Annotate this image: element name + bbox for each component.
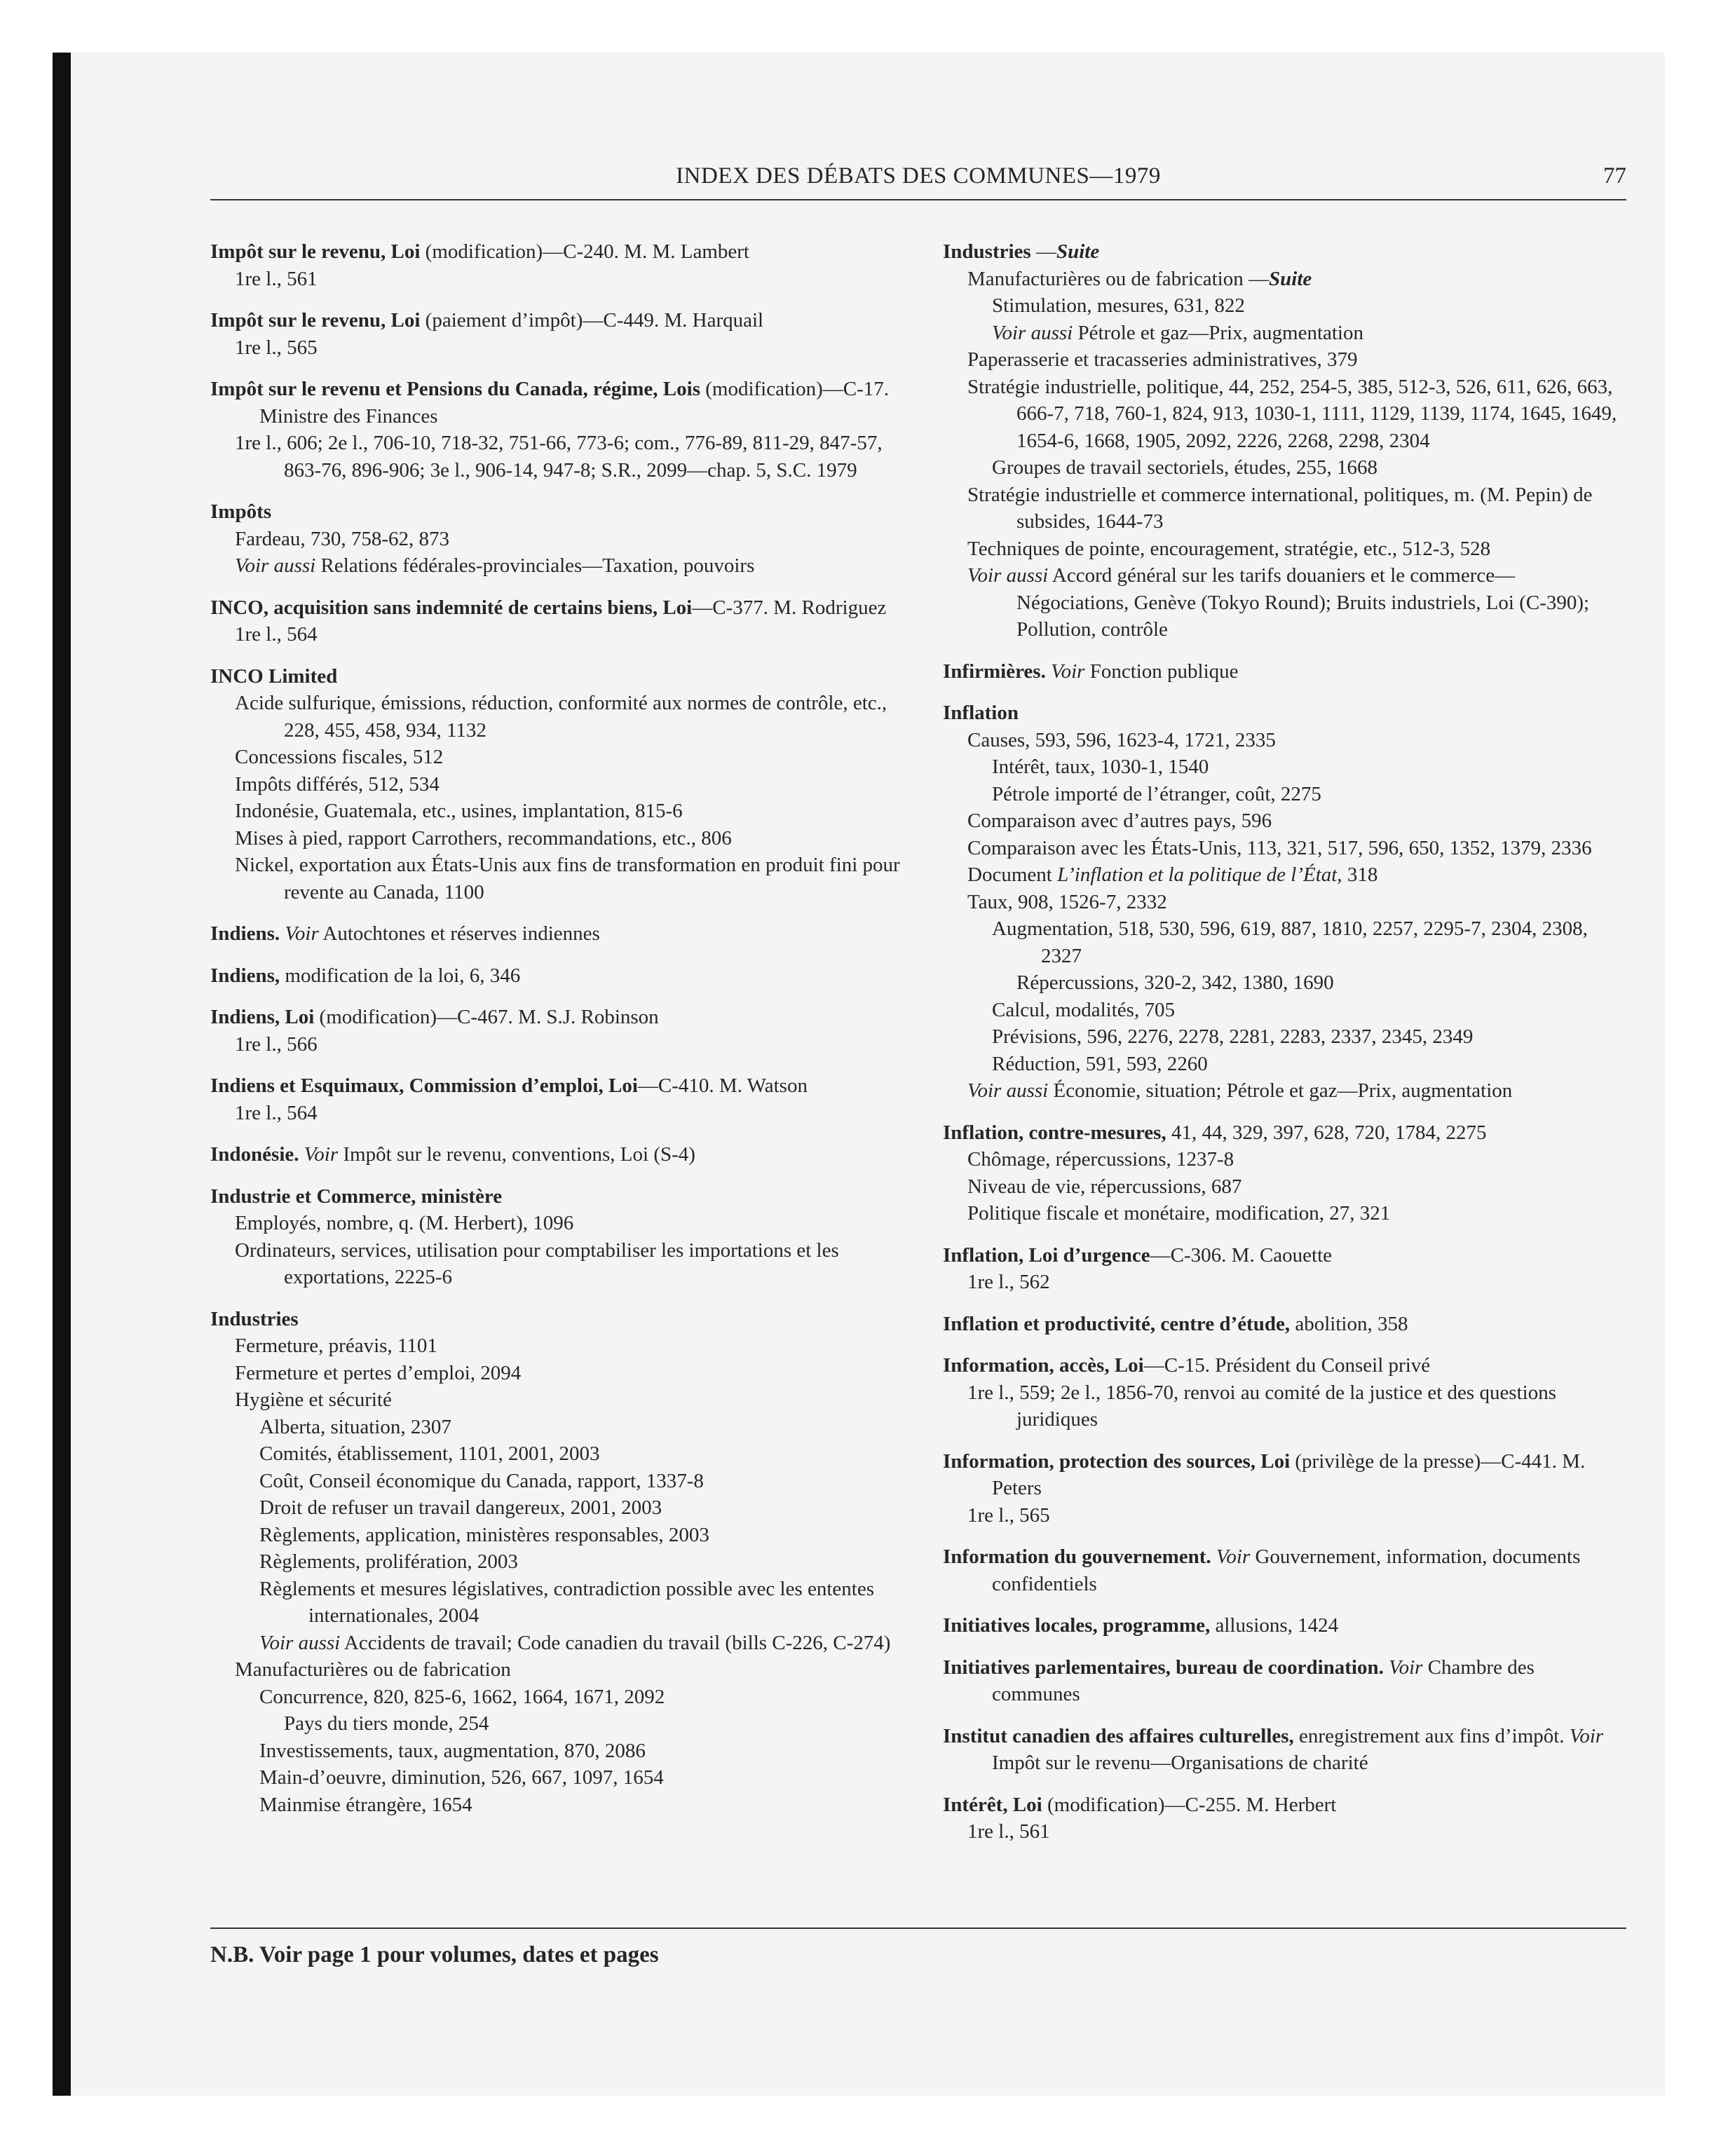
- entry-subline: [943, 807, 1626, 835]
- index-entry: [943, 1448, 1626, 1529]
- index-entry: [943, 1723, 1626, 1777]
- entry-text: Indiens et Esquimaux, Commission d’emploi, Loi: [210, 1074, 638, 1097]
- entry-subline: [210, 1332, 911, 1360]
- entry-text: Industries: [210, 1307, 299, 1330]
- entry-text: Manufacturières ou de fabrication —: [967, 267, 1269, 290]
- entry-heading: [943, 1543, 1626, 1597]
- entry-text: 1re l., 565: [235, 336, 318, 359]
- entry-text: Inflation, Loi d’urgence: [943, 1243, 1150, 1267]
- index-entry: [210, 1004, 911, 1058]
- entry-text: Impôt sur le revenu, conventions, Loi (S-4): [338, 1143, 695, 1166]
- index-entry: [943, 1543, 1626, 1597]
- entry-text: Paperasserie et tracasseries administratives, 379: [967, 348, 1358, 371]
- entry-subline: [210, 690, 911, 744]
- entry-subline: [943, 835, 1626, 862]
- entry-text: Règlements, prolifération, 2003: [259, 1550, 518, 1573]
- entry-text: Stratégie industrielle, politique, 44, 252, 254-5, 385, 512-3, 526, 611, 626, 663, 666-7, 718, 760-1, 824, 913, 1030-1, 1111, 1129, 1139, 1174, 1645, 1649, 1654-6, 1668, 1905, 2092, 2226, 2268, 2298, 2304: [967, 375, 1617, 452]
- entry-text: Main-d’oeuvre, diminution, 526, 667, 1097, 1654: [259, 1766, 664, 1789]
- entry-subline: [943, 454, 1626, 482]
- entry-text: Information, protection des sources, Loi: [943, 1449, 1291, 1473]
- entry-subline: [943, 753, 1626, 781]
- entry-subline: [210, 1792, 911, 1819]
- entry-text: Institut canadien des affaires culturelles,: [943, 1724, 1294, 1747]
- entry-text: L’inflation et la politique de l’État,: [1057, 864, 1342, 886]
- entry-text: Industries: [943, 240, 1031, 263]
- entry-subline: [943, 915, 1626, 969]
- entry-subline: [210, 1522, 911, 1549]
- entry-text: Manufacturières ou de fabrication: [235, 1658, 511, 1681]
- index-entry: [943, 1242, 1626, 1296]
- entry-text: Initiatives parlementaires, bureau de coordination.: [943, 1656, 1384, 1679]
- entry-text: Initiatives locales, programme,: [943, 1614, 1211, 1637]
- entry-subline: [210, 771, 911, 798]
- entry-text: Voir aussi: [967, 1079, 1049, 1102]
- entry-subline: [210, 1548, 911, 1576]
- entry-text: Comparaison avec les États-Unis, 113, 321, 517, 596, 650, 1352, 1379, 2336: [967, 836, 1592, 859]
- entry-subline: [210, 1494, 911, 1522]
- entry-subline: [210, 744, 911, 771]
- index-entry: [943, 1352, 1626, 1433]
- entry-subline: [943, 535, 1626, 563]
- entry-heading: [943, 1311, 1626, 1338]
- entry-heading: [210, 498, 911, 526]
- entry-text: Impôts: [210, 500, 272, 523]
- entry-subline: [943, 320, 1626, 347]
- entry-text: (modification)—C-255. M. Herbert: [1042, 1793, 1337, 1816]
- entry-subline: [210, 1440, 911, 1468]
- entry-text: Comparaison avec d’autres pays, 596: [967, 810, 1272, 832]
- entry-text: Accord général sur les tarifs douaniers et le commerce—Négociations, Genève (Tokyo Round); Bruits industriels, Loi (C-390); Pollution, contrôle: [1016, 564, 1590, 641]
- entry-heading: [943, 1242, 1626, 1269]
- entry-heading: [210, 238, 911, 266]
- entry-text: Augmentation, 518, 530, 596, 619, 887, 1810, 2257, 2295-7, 2304, 2308, 2327: [992, 917, 1588, 967]
- entry-text: Comités, établissement, 1101, 2001, 2003: [259, 1442, 600, 1465]
- right-column: [943, 238, 1626, 1860]
- entry-subline: [210, 552, 911, 580]
- entry-heading: [210, 1141, 911, 1168]
- entry-text: [299, 1143, 304, 1166]
- entry-subline: [210, 334, 911, 362]
- entry-subline: [943, 1173, 1626, 1201]
- entry-text: Inflation, contre-mesures,: [943, 1121, 1166, 1144]
- index-entry: [210, 1306, 911, 1819]
- entry-text: Calcul, modalités, 705: [992, 998, 1175, 1021]
- entry-text: Économie, situation; Pétrole et gaz—Prix, augmentation: [1048, 1079, 1513, 1102]
- entry-text: Voir: [304, 1143, 339, 1166]
- entry-heading: [210, 1004, 911, 1031]
- entry-text: (modification)—C-240. M. M. Lambert: [420, 240, 749, 263]
- entry-heading: [210, 376, 911, 430]
- index-entry: [943, 1311, 1626, 1338]
- entry-subline: [943, 1269, 1626, 1296]
- entry-text: Pays du tiers monde, 254: [284, 1712, 489, 1735]
- entry-subline: [943, 861, 1626, 889]
- entry-text: Impôt sur le revenu, Loi: [210, 309, 421, 332]
- entry-subline: [210, 1210, 911, 1237]
- entry-subline: [943, 482, 1626, 535]
- entry-text: Techniques de pointe, encouragement, stratégie, etc., 512-3, 528: [967, 537, 1491, 560]
- entry-text: enregistrement aux fins d’impôt.: [1293, 1724, 1570, 1747]
- entry-text: Industrie et Commerce, ministère: [210, 1185, 503, 1208]
- entry-text: Pétrole importé de l’étranger, coût, 2275: [992, 782, 1321, 805]
- footer-note: N.B. Voir page 1 pour volumes, dates et pages: [210, 1942, 659, 1967]
- entry-text: allusions, 1424: [1210, 1614, 1339, 1637]
- entry-text: (paiement d’impôt)—C-449. M. Harquail: [420, 309, 764, 332]
- entry-subline: [210, 825, 911, 852]
- entry-heading: [943, 1352, 1626, 1379]
- entry-text: Suite: [1269, 267, 1312, 290]
- entry-subline: [943, 781, 1626, 808]
- entry-subline: [210, 1764, 911, 1792]
- index-entry: [210, 594, 911, 648]
- entry-heading: [210, 307, 911, 334]
- entry-text: Voir: [1051, 660, 1085, 683]
- entry-subline: [210, 1100, 911, 1127]
- running-title: INDEX DES DÉBATS DES COMMUNES—1979: [676, 163, 1161, 189]
- entry-subline: [943, 374, 1626, 455]
- index-entry: [210, 920, 911, 948]
- entry-text: Pétrole et gaz—Prix, augmentation: [1073, 321, 1363, 344]
- entry-subline: [210, 1468, 911, 1495]
- entry-text: —: [1030, 240, 1056, 263]
- entry-text: (privilège de la presse)—C-441. M. Peters: [992, 1449, 1586, 1499]
- index-entry: [210, 376, 911, 484]
- entry-subline: [943, 997, 1626, 1024]
- entry-text: Concurrence, 820, 825-6, 1662, 1664, 1671, 2092: [259, 1685, 665, 1708]
- binding-edge: [53, 53, 71, 2096]
- entry-text: —C-306. M. Caouette: [1150, 1243, 1333, 1267]
- entry-text: Hygiène et sécurité: [235, 1389, 392, 1411]
- entry-text: Stratégie industrielle et commerce international, politiques, m. (M. Pepin) de subsides, 1644-73: [967, 483, 1593, 533]
- entry-text: (modification)—C-17. Ministre des Finances: [259, 378, 890, 428]
- entry-subline: [210, 798, 911, 825]
- entry-text: Document: [967, 864, 1058, 886]
- entry-subline: [210, 852, 911, 906]
- entry-text: 1re l., 565: [967, 1503, 1050, 1527]
- entry-text: Information, accès, Loi: [943, 1354, 1144, 1377]
- entry-heading: [943, 700, 1626, 727]
- entry-text: Impôt sur le revenu, Loi: [210, 240, 421, 263]
- entry-heading: [943, 1448, 1626, 1502]
- entry-text: 1re l., 561: [235, 267, 318, 290]
- index-entry: [943, 1119, 1626, 1227]
- entry-heading: [943, 238, 1626, 266]
- entry-text: Voir aussi: [235, 554, 316, 577]
- entry-text: Politique fiscale et monétaire, modification, 27, 321: [967, 1202, 1391, 1224]
- entry-heading: [210, 962, 911, 990]
- entry-subline: [210, 1576, 911, 1630]
- entry-text: Inflation et productivité, centre d’étude,: [943, 1312, 1291, 1335]
- entry-subline: [943, 1818, 1626, 1845]
- entry-text: Coût, Conseil économique du Canada, rapport, 1337-8: [259, 1469, 704, 1492]
- entry-text: Réduction, 591, 593, 2260: [992, 1052, 1208, 1075]
- entry-text: Répercussions, 320-2, 342, 1380, 1690: [1016, 971, 1334, 994]
- entry-text: INCO Limited: [210, 664, 338, 688]
- entry-text: Voir: [285, 922, 319, 945]
- entry-text: 41, 44, 329, 397, 628, 720, 1784, 2275: [1166, 1121, 1487, 1144]
- entry-text: Indonésie, Guatemala, etc., usines, implantation, 815-6: [235, 800, 683, 822]
- entry-subline: [210, 621, 911, 648]
- entry-subline: [210, 1710, 911, 1738]
- entry-subline: [943, 292, 1626, 320]
- entry-text: Infirmières.: [943, 660, 1046, 683]
- entry-text: Règlements, application, ministères responsables, 2003: [259, 1523, 709, 1546]
- entry-heading: [943, 1119, 1626, 1147]
- entry-text: Fermeture, préavis, 1101: [235, 1335, 437, 1357]
- entry-heading: [210, 1072, 911, 1100]
- entry-text: —C-15. Président du Conseil privé: [1143, 1354, 1431, 1377]
- entry-text: 1re l., 606; 2e l., 706-10, 718-32, 751-66, 773-6; com., 776-89, 811-29, 847-57, 863-76, 896-906; 3e l., 906-14, 947-8; S.R., 2099—chap. 5, S.C. 1979: [235, 432, 883, 482]
- entry-heading: [943, 658, 1626, 685]
- entry-text: Droit de refuser un travail dangereux, 2001, 2003: [259, 1496, 662, 1519]
- index-entry: [943, 1654, 1626, 1708]
- entry-text: Chambre des communes: [992, 1656, 1535, 1705]
- footer-rule: [210, 1928, 1626, 1929]
- entry-text: Causes, 593, 596, 1623-4, 1721, 2335: [967, 728, 1276, 751]
- entry-text: Intérêt, Loi: [943, 1793, 1042, 1816]
- entry-text: Fermeture et pertes d’emploi, 2094: [235, 1361, 522, 1384]
- entry-text: Accidents de travail; Code canadien du travail (bills C-226, C-274): [340, 1631, 891, 1654]
- index-entry: [210, 1072, 911, 1126]
- entry-text: 318: [1342, 864, 1378, 886]
- entry-subline: [210, 1237, 911, 1291]
- entry-text: Ordinateurs, services, utilisation pour comptabiliser les importations et les exportations, 2225-6: [235, 1239, 839, 1288]
- entry-text: (modification)—C-467. M. S.J. Robinson: [314, 1006, 659, 1028]
- index-entry: [210, 238, 911, 292]
- entry-subline: [943, 1023, 1626, 1051]
- entry-text: modification de la loi, 6, 346: [280, 964, 521, 987]
- entry-text: Investissements, taux, augmentation, 870, 2086: [259, 1739, 646, 1762]
- index-entry: [943, 1612, 1626, 1639]
- entry-subline: [943, 562, 1626, 643]
- page-number: 77: [1603, 163, 1626, 189]
- entry-subline: [210, 1738, 911, 1765]
- entry-subline: [943, 1379, 1626, 1433]
- entry-text: Chômage, répercussions, 1237-8: [967, 1148, 1234, 1171]
- entry-text: abolition, 358: [1290, 1312, 1408, 1335]
- entry-subline: [943, 727, 1626, 754]
- index-entry: [210, 1141, 911, 1168]
- index-entry: [210, 663, 911, 906]
- entry-text: —C-377. M. Rodriguez: [692, 596, 887, 619]
- entry-text: Groupes de travail sectoriels, études, 255, 1668: [992, 456, 1378, 479]
- index-entry: [210, 307, 911, 361]
- entry-text: Impôt sur le revenu et Pensions du Canada, régime, Lois: [210, 378, 700, 400]
- entry-subline: [210, 1684, 911, 1711]
- index-entry: [210, 1183, 911, 1291]
- entry-text: Impôts différés, 512, 534: [235, 772, 440, 796]
- entry-subline: [943, 889, 1626, 916]
- entry-text: Concessions fiscales, 512: [235, 746, 444, 768]
- entry-text: Voir: [1569, 1724, 1604, 1747]
- entry-text: Règlements et mesures législatives, contradiction possible avec les ententes internationales, 2004: [259, 1577, 874, 1627]
- entry-text: Voir: [1216, 1546, 1251, 1568]
- entry-text: 1re l., 564: [235, 623, 318, 646]
- entry-text: 1re l., 564: [235, 1101, 318, 1124]
- entry-subline: [210, 1386, 911, 1414]
- entry-heading: [210, 920, 911, 948]
- entry-text: Niveau de vie, répercussions, 687: [967, 1175, 1242, 1198]
- entry-heading: [210, 663, 911, 690]
- entry-text: Taux, 908, 1526-7, 2332: [967, 890, 1167, 913]
- index-entry: [210, 498, 911, 580]
- entry-heading: [943, 1723, 1626, 1777]
- entry-heading: [943, 1792, 1626, 1819]
- entry-text: [1046, 660, 1051, 683]
- entry-text: Indiens,: [210, 964, 280, 987]
- entry-text: [1211, 1546, 1216, 1568]
- entry-text: Acide sulfurique, émissions, réduction, conformité aux normes de contrôle, etc., 228, 455, 458, 934, 1132: [235, 692, 887, 742]
- index-entry: [943, 658, 1626, 685]
- entry-text: 1re l., 562: [967, 1271, 1050, 1293]
- entry-text: Indiens.: [210, 922, 280, 945]
- entry-text: Fonction publique: [1084, 660, 1239, 683]
- index-entry: [943, 1792, 1626, 1845]
- entry-text: INCO, acquisition sans indemnité de certains biens, Loi: [210, 596, 693, 619]
- index-entry: [210, 962, 911, 990]
- entry-text: Employés, nombre, q. (M. Herbert), 1096: [235, 1212, 574, 1234]
- entry-text: Autochtones et réserves indiennes: [318, 922, 600, 945]
- entry-subline: [943, 969, 1626, 997]
- entry-text: Stimulation, mesures, 631, 822: [992, 294, 1245, 317]
- entry-subline: [210, 266, 911, 293]
- entry-subline: [210, 1656, 911, 1684]
- entry-subline: [943, 1051, 1626, 1078]
- entry-heading: [943, 1612, 1626, 1639]
- entry-text: Voir: [1389, 1656, 1423, 1679]
- entry-subline: [943, 1502, 1626, 1529]
- entry-text: Mainmise étrangère, 1654: [259, 1793, 472, 1816]
- entry-text: Relations fédérales-provinciales—Taxation, pouvoirs: [315, 554, 755, 577]
- entry-text: Gouvernement, information, documents confidentiels: [992, 1546, 1581, 1595]
- entry-text: Intérêt, taux, 1030-1, 1540: [992, 756, 1209, 778]
- entry-text: Impôt sur le revenu—Organisations de charité: [992, 1752, 1368, 1774]
- entry-subline: [210, 430, 911, 484]
- entry-text: Mises à pied, rapport Carrothers, recommandations, etc., 806: [235, 826, 732, 850]
- entry-subline: [943, 1077, 1626, 1105]
- entry-text: Alberta, situation, 2307: [259, 1415, 451, 1438]
- entry-subline: [210, 1630, 911, 1657]
- entry-text: 1re l., 561: [967, 1820, 1050, 1843]
- entry-heading: [210, 1183, 911, 1210]
- entry-text: Nickel, exportation aux États-Unis aux fins de transformation en produit fini pour revente au Canada, 1100: [235, 854, 900, 903]
- entry-heading: [210, 594, 911, 622]
- entry-text: Voir aussi: [992, 321, 1073, 344]
- index-page: [210, 154, 1626, 1967]
- left-column: [210, 238, 911, 1833]
- entry-text: Indiens, Loi: [210, 1006, 315, 1028]
- entry-subline: [210, 1414, 911, 1441]
- index-entry: [943, 700, 1626, 1105]
- entry-subline: [943, 266, 1626, 293]
- entry-text: 1re l., 566: [235, 1032, 318, 1056]
- entry-text: Indonésie.: [210, 1143, 299, 1166]
- entry-text: Inflation: [943, 702, 1019, 724]
- entry-text: —C-410. M. Watson: [637, 1074, 808, 1097]
- entry-heading: [943, 1654, 1626, 1708]
- entry-text: Fardeau, 730, 758-62, 873: [235, 527, 450, 550]
- entry-subline: [210, 1360, 911, 1387]
- index-entry: [943, 238, 1626, 643]
- entry-heading: [210, 1306, 911, 1333]
- entry-text: Information du gouvernement.: [943, 1546, 1211, 1568]
- entry-subline: [943, 346, 1626, 374]
- page-header: [210, 154, 1626, 200]
- entry-subline: [943, 1200, 1626, 1227]
- entry-subline: [943, 1146, 1626, 1173]
- entry-text: Prévisions, 596, 2276, 2278, 2281, 2283, 2337, 2345, 2349: [992, 1025, 1474, 1048]
- entry-text: Suite: [1056, 240, 1100, 263]
- entry-text: Voir aussi: [259, 1631, 341, 1654]
- entry-subline: [210, 1031, 911, 1058]
- entry-subline: [210, 526, 911, 553]
- entry-text: Voir aussi: [967, 564, 1049, 587]
- entry-text: 1re l., 559; 2e l., 1856-70, renvoi au comité de la justice et des questions juridiques: [967, 1381, 1556, 1431]
